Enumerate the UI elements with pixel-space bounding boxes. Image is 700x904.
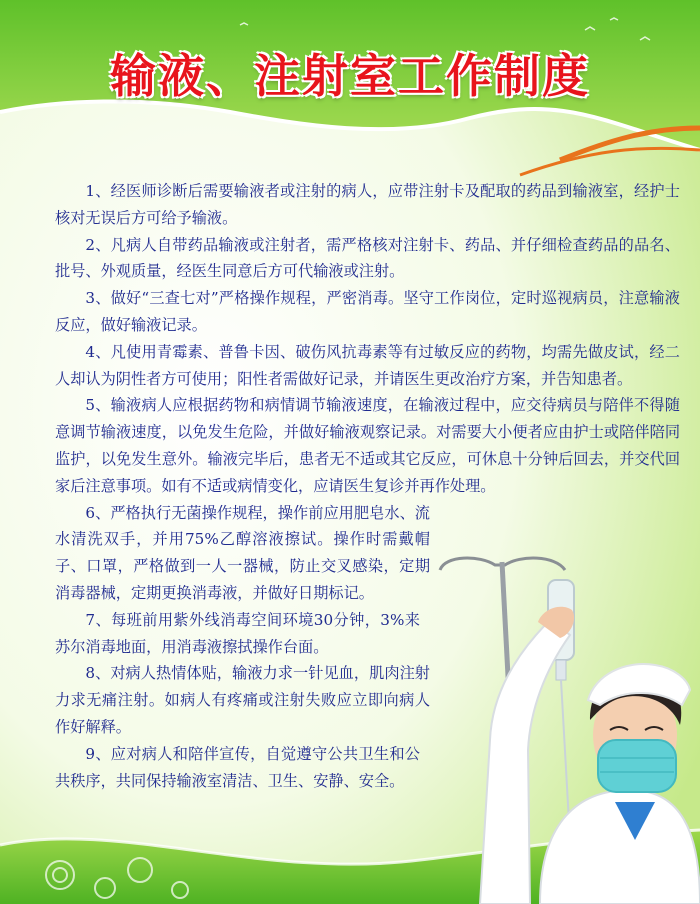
rule-item: 6、严格执行无菌操作规程，操作前应用肥皂水、流水清洗双手，并用75%乙醇溶液擦试。操作时需戴帽子、口罩，严格做到一人一器械，防止交叉感染，定期消毒器械，定期更换消毒液，并做好日期标记。 (55, 503, 430, 602)
rule-item: 9、应对病人和陪伴宣传，自觉遵守公共卫生和公共秩序，共同保持输液室清洁、卫生、安静、安全。 (55, 744, 420, 790)
rule-item: 5、输液病人应根据药物和病情调节输液速度，在输液过程中，应交待病员与陪伴不得随意调节输液速度，以免发生危险，并做好输液观察记录。对需要大小便者应由护士或陪伴陪同监护，以免发生意外。输液完毕后，患者无不适或其它反应，可休息十分钟后回去，并交代回家后注意事项。如有不适或病情变化，应请医生复诊并再作处理。 (55, 396, 680, 495)
rule-item: 1、经医师诊断后需要输液者或注射的病人，应带注射卡及配取的药品到输液室，经护士核对无误后方可给予输液。 (55, 182, 680, 227)
page-title: 输液、注射室工作制度 (110, 49, 590, 103)
rule-item: 2、凡病人自带药品输液或注射者，需严格核对注射卡、药品、并仔细检查药品的品名、批号、外观质量，经医生同意后方可代输液或注射。 (55, 235, 680, 281)
rules-text (55, 178, 680, 794)
rule-item: 8、对病人热情体贴，输液力求一针见血，肌肉注射力求无痛注射。如病人有疼痛或注射失败应立即向病人作好解释。 (55, 664, 430, 736)
rule-item: 4、凡使用青霉素、普鲁卡因、破伤风抗毒素等有过敏反应的药物，均需先做皮试，经二人却认为阴性者方可使用；阳性者需做好记录，并请医生更改治疗方案，并告知患者。 (55, 342, 680, 388)
rule-item: 3、做好“三查七对”严格操作规程，严密消毒。坚守工作岗位，定时巡视病员，注意输液反应，做好输液记录。 (55, 289, 680, 334)
rule-item: 7、每班前用紫外线消毒空间环境30分钟，3%来苏尔消毒地面，用消毒液擦拭操作台面。 (55, 610, 420, 656)
